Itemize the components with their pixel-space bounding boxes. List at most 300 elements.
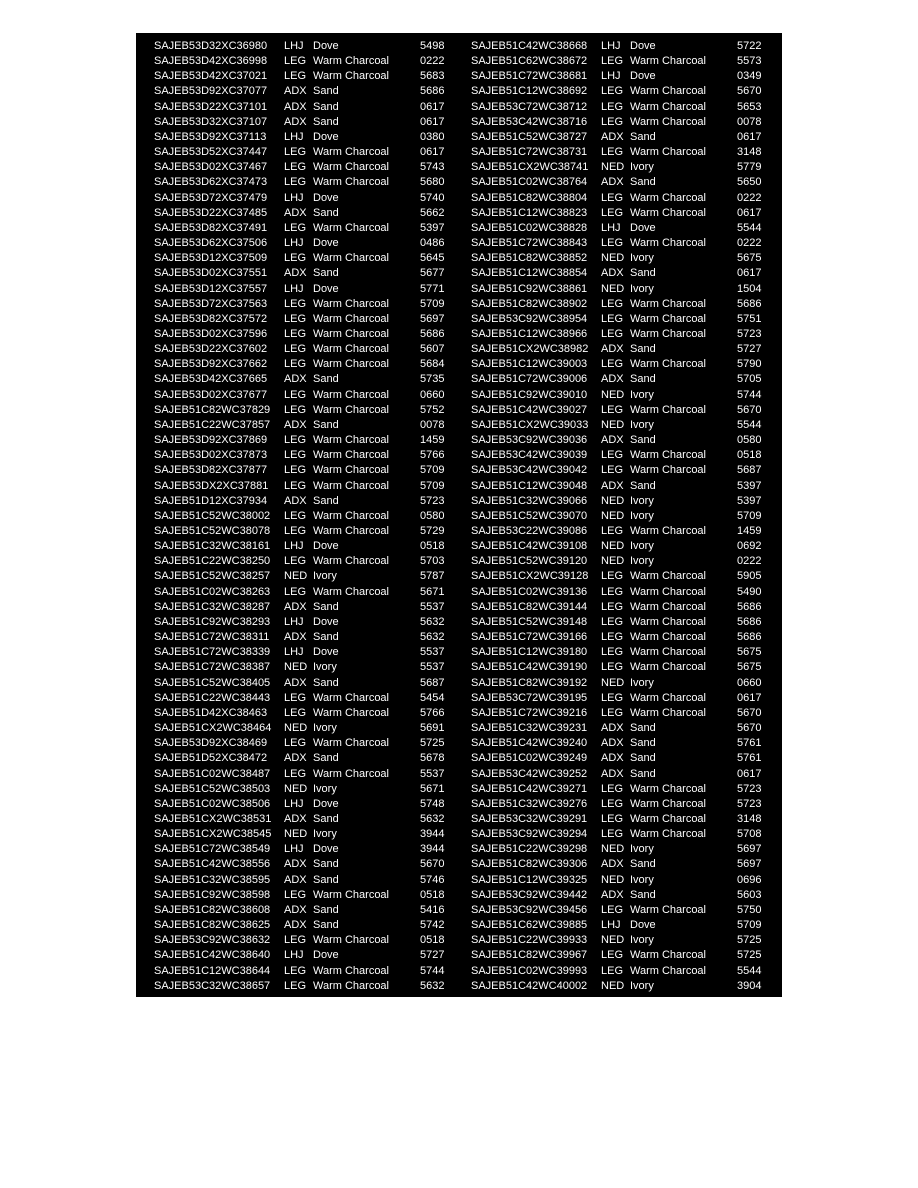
table-row [136,615,459,630]
trim-color-cell: Warm Charcoal [630,631,706,644]
paint-number-cell: 5675 [737,646,762,659]
trim-color-cell: Warm Charcoal [313,388,389,401]
trim-color-cell: Warm Charcoal [630,146,706,159]
trim-color-cell: Ivory [630,388,654,401]
trim-color-cell: Warm Charcoal [630,949,706,962]
trim-code-cell: NED [284,570,308,583]
trim-color-cell: Warm Charcoal [630,691,706,704]
table-row [453,782,776,797]
paint-number-cell: 5650 [737,176,762,189]
table-row [136,797,459,812]
trim-color-cell: Sand [313,85,339,98]
trim-code-cell: ADX [601,434,624,447]
table-row [453,676,776,691]
table-row [453,509,776,524]
table-row [453,282,776,297]
trim-color-cell: Sand [630,130,656,143]
paint-number-cell: 0617 [420,115,445,128]
table-row [453,54,776,69]
trim-code-cell: LHJ [284,130,304,143]
paint-number-cell: 5771 [420,282,445,295]
trim-color-cell: Warm Charcoal [630,903,706,916]
trim-color-cell: Sand [313,919,339,932]
paint-number-cell: 5607 [420,343,445,356]
vin-cell: SAJEB51C02WC39993 [471,964,588,977]
vin-cell: SAJEB53D82XC37491 [154,221,268,234]
trim-code-cell: NED [284,661,308,674]
paint-number-cell: 5697 [420,312,445,325]
table-row [453,130,776,145]
trim-code-cell: LEG [284,343,307,356]
table-row [453,403,776,418]
trim-color-cell: Dove [313,237,339,250]
trim-color-cell: Warm Charcoal [630,55,706,68]
paint-number-cell: 5790 [737,358,762,371]
trim-color-cell: Sand [630,343,656,356]
table-row [136,357,459,372]
trim-code-cell: ADX [601,176,624,189]
trim-code-cell: ADX [284,752,307,765]
vin-cell: SAJEB53D62XC37473 [154,176,268,189]
vin-cell: SAJEB53D02XC37873 [154,449,268,462]
table-row [136,903,459,918]
vin-cell: SAJEB51C12WC38854 [471,267,588,280]
trim-code-cell: LEG [601,661,624,674]
table-row [453,115,776,130]
table-row [136,448,459,463]
table-row [453,539,776,554]
table-row [136,933,459,948]
paint-number-cell: 0580 [420,509,445,522]
trim-code-cell: LEG [284,434,307,447]
trim-color-cell: Ivory [630,873,654,886]
trim-color-cell: Warm Charcoal [313,525,389,537]
vin-cell: SAJEB53D92XC37077 [154,85,268,98]
trim-color-cell: Warm Charcoal [313,585,389,598]
paint-number-cell: 0660 [737,676,762,689]
paint-number-cell: 5709 [420,464,445,477]
vin-cell: SAJEB53D22XC37602 [154,343,268,356]
paint-number-cell: 5686 [737,631,762,644]
trim-color-cell: Dove [313,40,339,52]
vin-cell: SAJEB51C12WC39003 [471,358,588,371]
vin-cell: SAJEB51C82WC39306 [471,858,588,871]
trim-color-cell: Sand [313,812,339,825]
trim-code-cell: ADX [284,373,307,386]
trim-color-cell: Warm Charcoal [313,691,389,704]
trim-code-cell: ADX [601,267,624,280]
trim-code-cell: LHJ [284,40,304,52]
trim-code-cell: ADX [601,737,624,750]
trim-code-cell: LEG [601,949,624,962]
vin-cell: SAJEB51C52WC38257 [154,570,271,583]
table-row [453,463,776,478]
trim-code-cell: LHJ [284,949,304,962]
trim-color-cell: Sand [313,676,339,689]
table-row [453,39,776,54]
trim-color-cell: Warm Charcoal [313,464,389,477]
trim-color-cell: Sand [630,858,656,871]
left-column [136,39,459,994]
vin-cell: SAJEB51C82WC39192 [471,676,588,689]
paint-number-cell: 5723 [737,327,762,340]
vin-cell: SAJEB51C92WC39010 [471,388,588,401]
trim-color-cell: Warm Charcoal [630,403,706,416]
trim-code-cell: LEG [601,782,624,795]
paint-number-cell: 5686 [737,600,762,613]
trim-code-cell: LEG [284,70,307,83]
trim-code-cell: LEG [601,100,624,113]
table-row [136,403,459,418]
trim-color-cell: Ivory [313,782,337,795]
vin-cell: SAJEB51C72WC38339 [154,646,271,659]
paint-number-cell: 5723 [737,782,762,795]
vin-cell: SAJEB51C02WC38828 [471,221,588,234]
trim-color-cell: Ivory [630,979,654,992]
paint-number-cell: 5709 [420,479,445,492]
paint-number-cell: 5686 [737,297,762,310]
vin-cell: SAJEB53D02XC37467 [154,161,268,174]
trim-code-cell: LEG [284,176,307,189]
table-row [136,327,459,342]
vin-cell: SAJEB51CX2WC38464 [154,722,272,735]
table-row [136,69,459,84]
paint-number-cell: 5697 [737,843,762,856]
trim-color-cell: Warm Charcoal [313,161,389,174]
table-row [453,145,776,160]
table-row [136,782,459,797]
vin-cell: SAJEB51C82WC39144 [471,600,588,613]
trim-color-cell: Warm Charcoal [630,327,706,340]
trim-code-cell: LEG [284,327,307,340]
trim-color-cell: Ivory [630,161,654,174]
trim-color-cell: Ivory [313,570,337,583]
trim-code-cell: LHJ [601,919,621,932]
trim-color-cell: Warm Charcoal [630,206,706,219]
paint-number-cell: 5632 [420,812,445,825]
table-row [453,615,776,630]
paint-number-cell: 0222 [420,55,445,68]
trim-color-cell: Dove [630,221,656,234]
vin-cell: SAJEB51C42WC39027 [471,403,588,416]
table-row [136,554,459,569]
trim-color-cell: Sand [313,903,339,916]
trim-code-cell: NED [601,509,625,522]
table-row [136,282,459,297]
table-row [453,236,776,251]
trim-code-cell: LEG [601,312,624,325]
paint-number-cell: 1459 [737,525,762,537]
trim-color-cell: Ivory [630,540,654,553]
trim-color-cell: Warm Charcoal [313,509,389,522]
table-row [453,433,776,448]
trim-code-cell: ADX [284,600,307,613]
trim-color-cell: Dove [313,646,339,659]
trim-color-cell: Sand [313,752,339,765]
trim-color-cell: Warm Charcoal [630,615,706,628]
trim-color-cell: Warm Charcoal [313,934,389,947]
trim-color-cell: Warm Charcoal [313,343,389,356]
trim-code-cell: ADX [601,373,624,386]
trim-code-cell: LEG [601,631,624,644]
table-row [136,873,459,888]
table-row [453,630,776,645]
vin-cell: SAJEB51C02WC39249 [471,752,588,765]
trim-code-cell: LEG [601,585,624,598]
trim-code-cell: LEG [284,555,307,568]
trim-color-cell: Warm Charcoal [630,570,706,583]
table-row [453,569,776,584]
vin-cell: SAJEB51C52WC38503 [154,782,271,795]
trim-code-cell: LEG [601,903,624,916]
table-row [453,342,776,357]
trim-color-cell: Warm Charcoal [630,797,706,810]
vin-cell: SAJEB51C02WC38764 [471,176,588,189]
trim-color-cell: Dove [313,540,339,553]
table-row [453,479,776,494]
vin-cell: SAJEB51C12WC38823 [471,206,588,219]
vin-cell: SAJEB51C12WC38692 [471,85,588,98]
trim-color-cell: Warm Charcoal [630,646,706,659]
trim-code-cell: LEG [601,615,624,628]
paint-number-cell: 0617 [737,206,762,219]
paint-number-cell: 5687 [737,464,762,477]
table-row [453,933,776,948]
trim-code-cell: ADX [284,206,307,219]
vin-cell: SAJEB51D52XC38472 [154,752,268,765]
trim-code-cell: NED [284,782,308,795]
table-row [453,600,776,615]
trim-color-cell: Warm Charcoal [630,525,706,537]
table-row [453,857,776,872]
vin-cell: SAJEB51C22WC39298 [471,843,588,856]
trim-color-cell: Sand [313,858,339,871]
table-row [136,372,459,387]
vin-cell: SAJEB53D02XC37677 [154,388,268,401]
paint-number-cell: 5751 [737,312,762,325]
paint-number-cell: 0617 [737,267,762,280]
trim-code-cell: LHJ [284,237,304,250]
trim-code-cell: LEG [601,812,624,825]
trim-color-cell: Sand [630,267,656,280]
trim-color-cell: Warm Charcoal [630,297,706,310]
trim-code-cell: NED [601,161,625,174]
paint-number-cell: 5680 [420,176,445,189]
trim-color-cell: Warm Charcoal [630,828,706,841]
paint-number-cell: 5735 [420,373,445,386]
trim-code-cell: LEG [284,297,307,310]
vin-cell: SAJEB51C72WC38843 [471,237,588,250]
vin-cell: SAJEB51C12WC38966 [471,327,588,340]
table-row [136,736,459,751]
vin-cell: SAJEB51C52WC39148 [471,615,588,628]
vin-cell: SAJEB51C02WC38487 [154,767,271,780]
vin-cell: SAJEB51C42WC39108 [471,540,588,553]
table-row [453,873,776,888]
table-row [136,418,459,433]
trim-code-cell: LEG [284,252,307,265]
paint-number-cell: 0617 [420,146,445,159]
vin-cell: SAJEB51CX2WC39033 [471,418,589,431]
table-row [453,312,776,327]
paint-number-cell: 3148 [737,146,762,159]
table-row [453,842,776,857]
vin-cell: SAJEB53D42XC37021 [154,70,268,83]
vin-cell: SAJEB51C32WC38595 [154,873,271,886]
trim-color-cell: Sand [313,873,339,886]
paint-number-cell: 0617 [737,130,762,143]
trim-code-cell: ADX [284,267,307,280]
paint-number-cell: 5766 [420,706,445,719]
vin-cell: SAJEB53D22XC37485 [154,206,268,219]
table-row [136,251,459,266]
trim-color-cell: Warm Charcoal [313,964,389,977]
paint-number-cell: 5729 [420,525,445,537]
paint-number-cell: 5744 [420,964,445,977]
trim-color-cell: Sand [313,373,339,386]
trim-color-cell: Warm Charcoal [630,191,706,204]
paint-number-cell: 5670 [737,706,762,719]
trim-color-cell: Ivory [630,555,654,568]
paint-number-cell: 5632 [420,615,445,628]
trim-color-cell: Warm Charcoal [313,449,389,462]
trim-color-cell: Warm Charcoal [630,464,706,477]
table-row [136,857,459,872]
trim-color-cell: Warm Charcoal [313,312,389,325]
table-row [136,964,459,979]
trim-code-cell: LHJ [284,191,304,204]
paint-number-cell: 5686 [420,85,445,98]
paint-number-cell: 5686 [737,615,762,628]
table-row [136,494,459,509]
table-row [136,463,459,478]
trim-code-cell: LEG [601,115,624,128]
trim-code-cell: LEG [601,237,624,250]
trim-code-cell: NED [601,388,625,401]
vin-cell: SAJEB53C32WC39291 [471,812,588,825]
trim-color-cell: Sand [313,267,339,280]
trim-color-cell: Warm Charcoal [313,434,389,447]
trim-code-cell: LEG [601,206,624,219]
vin-cell: SAJEB53D32XC37107 [154,115,268,128]
trim-color-cell: Sand [313,206,339,219]
table-row [136,100,459,115]
trim-color-cell: Dove [313,843,339,856]
trim-code-cell: ADX [601,130,624,143]
trim-color-cell: Sand [313,115,339,128]
paint-number-cell: 5725 [737,934,762,947]
paint-number-cell: 0518 [420,934,445,947]
paint-number-cell: 5686 [420,327,445,340]
vin-cell: SAJEB53C42WC39252 [471,767,588,780]
trim-code-cell: ADX [284,418,307,431]
vin-cell: SAJEB53D02XC37551 [154,267,268,280]
table-row [136,630,459,645]
trim-code-cell: ADX [601,752,624,765]
table-row [453,69,776,84]
paint-number-cell: 5766 [420,449,445,462]
paint-number-cell: 5725 [737,949,762,962]
paint-number-cell: 5697 [737,858,762,871]
trim-color-cell: Ivory [630,676,654,689]
right-column [453,39,776,994]
table-row [453,721,776,736]
trim-code-cell: LEG [284,358,307,371]
trim-code-cell: ADX [601,858,624,871]
trim-code-cell: ADX [284,676,307,689]
paint-number-cell: 5675 [737,252,762,265]
paint-number-cell: 5678 [420,752,445,765]
paint-number-cell: 5779 [737,161,762,174]
trim-code-cell: LEG [284,146,307,159]
vin-cell: SAJEB51C72WC38731 [471,146,588,159]
table-row [136,979,459,994]
paint-number-cell: 5743 [420,161,445,174]
table-row [453,827,776,842]
table-row [136,948,459,963]
trim-code-cell: ADX [284,812,307,825]
trim-code-cell: NED [601,555,625,568]
table-row [136,115,459,130]
trim-code-cell: LEG [601,146,624,159]
trim-color-cell: Warm Charcoal [313,70,389,83]
trim-color-cell: Sand [630,176,656,189]
vin-cell: SAJEB53D62XC37506 [154,237,268,250]
vin-cell: SAJEB51C62WC38672 [471,55,588,68]
vin-cell: SAJEB51C32WC38287 [154,600,271,613]
table-row [136,130,459,145]
table-row [136,888,459,903]
table-row [136,706,459,721]
paint-number-cell: 5691 [420,722,445,735]
vin-cell: SAJEB53D92XC38469 [154,737,268,750]
paint-number-cell: 1504 [737,282,762,295]
table-row [453,918,776,933]
paint-number-cell: 5662 [420,206,445,219]
vin-cell: SAJEB51CX2WC38531 [154,812,272,825]
trim-color-cell: Warm Charcoal [313,55,389,68]
vin-cell: SAJEB51C82WC38902 [471,297,588,310]
paint-number-cell: 5752 [420,403,445,416]
table-row [136,676,459,691]
trim-color-cell: Ivory [630,509,654,522]
trim-code-cell: NED [601,494,625,507]
vin-cell: SAJEB51C52WC39120 [471,555,588,568]
trim-code-cell: LEG [601,570,624,583]
trim-code-cell: LEG [601,55,624,68]
paint-number-cell: 5454 [420,691,445,704]
vin-cell: SAJEB51C02WC38263 [154,585,271,598]
trim-code-cell: LEG [284,479,307,492]
vin-cell: SAJEB53D52XC37447 [154,146,268,159]
vin-cell: SAJEB53C92WC39036 [471,434,588,447]
table-row [453,372,776,387]
vin-cell: SAJEB53D02XC37596 [154,327,268,340]
trim-color-cell: Warm Charcoal [630,115,706,128]
paint-number-cell: 5708 [737,828,762,841]
vin-cell: SAJEB53D72XC37563 [154,297,268,310]
vin-cell: SAJEB51C52WC38078 [154,525,271,537]
trim-color-cell: Warm Charcoal [630,449,706,462]
paint-number-cell: 5397 [737,479,762,492]
paint-number-cell: 5725 [420,737,445,750]
table-row [453,494,776,509]
vin-cell: SAJEB53D12XC37557 [154,282,268,295]
trim-code-cell: LHJ [284,843,304,856]
vin-cell: SAJEB53C92WC39456 [471,903,588,916]
trim-code-cell: ADX [601,767,624,780]
vin-cell: SAJEB51C62WC39885 [471,919,588,932]
